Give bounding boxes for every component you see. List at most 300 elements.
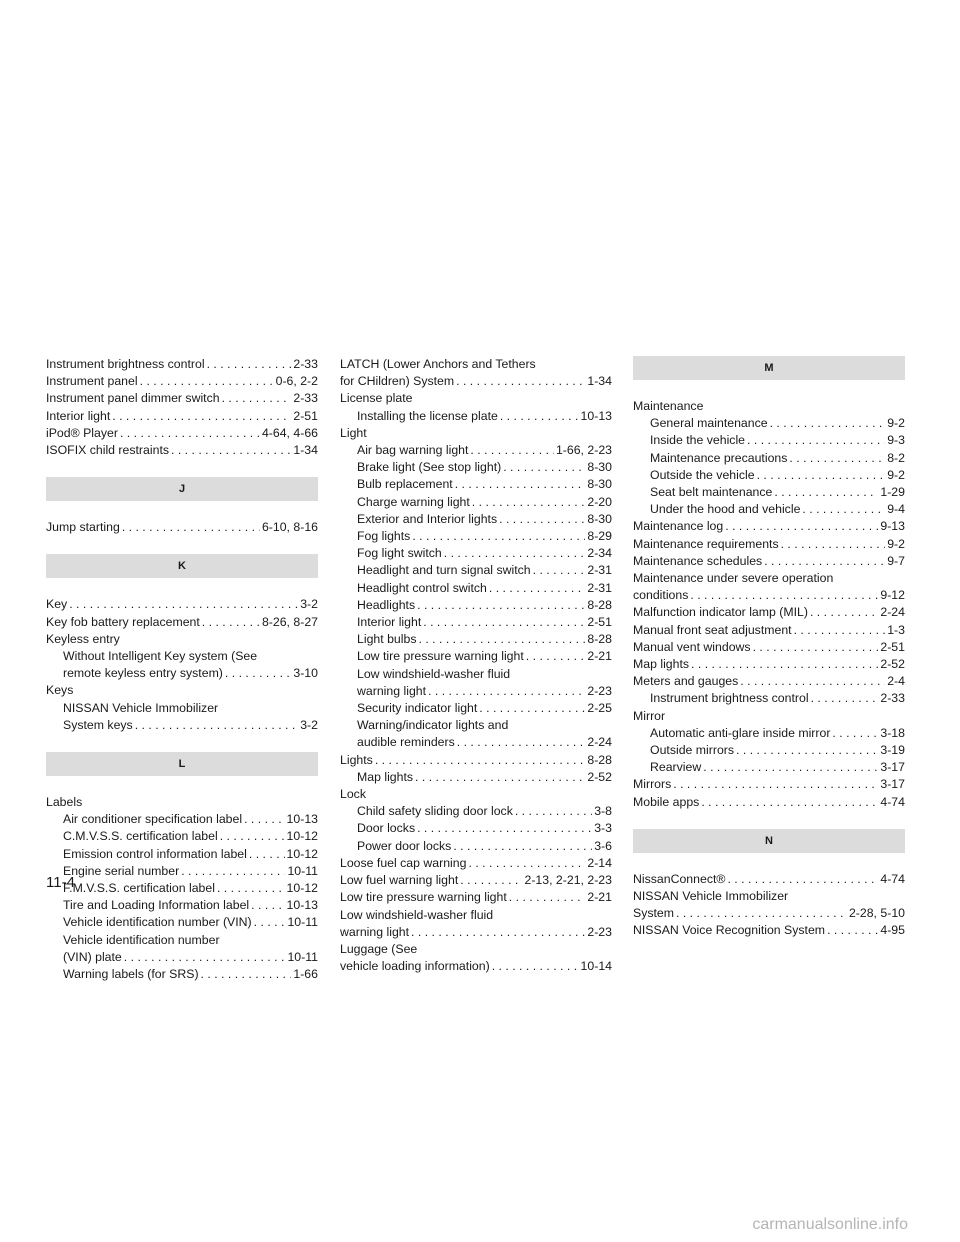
entry-term: for CHildren) System [340,374,455,389]
dot-leader [725,518,878,535]
dot-leader [691,656,878,673]
entry-term: Fog light switch [357,546,442,561]
entry-page-ref: 2-34 [587,546,612,561]
entry-page-ref: 2-33 [293,391,318,406]
dot-leader [457,734,586,751]
dot-leader [444,545,586,562]
index-heading: NISSAN Vehicle Immobilizer [633,889,789,904]
dot-leader [810,604,878,621]
entry-page-ref: 3-10 [293,666,318,681]
index-subentry [46,949,318,966]
dot-leader [802,501,885,518]
entry-page-ref: 2-24 [880,605,905,620]
index-entry [633,553,905,570]
index-entry [633,622,905,639]
index-subentry [633,501,905,518]
entry-term: warning light [340,924,410,939]
entry-term: Outside mirrors [650,743,735,758]
index-heading: Luggage (See [340,941,418,956]
index-subentry [340,614,612,631]
index-heading: Labels [46,795,83,810]
index-column-2 [340,356,612,975]
entry-page-ref: 2-51 [880,639,905,654]
index-subentry [340,580,612,597]
dot-leader [499,511,585,528]
entry-page-ref: 3-18 [880,725,905,740]
index-entry [46,373,318,390]
entry-term: Brake light (See stop light) [357,460,502,475]
entry-page-ref: 8-28 [587,597,612,612]
dot-leader [764,553,885,570]
index-subentry [46,897,318,914]
index-subentry [340,734,612,751]
index-subentry [46,914,318,931]
entry-term: Charge warning light [357,494,470,509]
entry-term: Low fuel warning light [340,873,459,888]
entry-page-ref: 2-51 [587,615,612,630]
entry-page-ref: 9-4 [887,502,905,517]
entry-page-ref: 10-13 [286,812,318,827]
index-heading: Light [340,425,367,440]
dot-leader [124,949,286,966]
index-entry [340,752,612,769]
index-subentry [340,769,612,786]
index-entry [633,776,905,793]
entry-term: Light bulbs [357,632,417,647]
entry-page-ref: 9-2 [887,467,905,482]
entry-page-ref: 10-12 [286,846,318,861]
dot-leader [112,408,291,425]
index-entry [46,356,318,373]
entry-page-ref: 2-51 [293,408,318,423]
section-spacer [46,459,318,477]
entry-page-ref: 10-14 [580,959,612,974]
entry-term: F.M.V.S.S. certification label [63,881,215,896]
dot-leader [727,871,878,888]
entry-page-ref: 2-23 [587,924,612,939]
entry-page-ref: 9-2 [887,416,905,431]
entry-page-ref: 3-6 [594,838,612,853]
dot-leader [423,614,585,631]
entry-term: (VIN) plate [63,949,122,964]
entry-page-ref: 4-74 [880,871,905,886]
dot-leader [417,597,585,614]
entry-page-ref: 10-11 [287,915,318,930]
entry-term: Under the hood and vehicle [650,502,801,517]
entry-term: Maintenance log [633,519,724,534]
entry-term: Rearview [650,760,702,775]
dot-leader [515,803,592,820]
index-subentry [46,828,318,845]
entry-term: Mobile apps [633,794,700,809]
index-subentry [46,966,318,983]
dot-leader [757,467,886,484]
dot-leader [417,820,592,837]
dot-leader [171,442,291,459]
index-entry [633,871,905,888]
index-entry [633,922,905,939]
entry-term: Map lights [357,769,414,784]
entry-page-ref: 1-34 [293,443,318,458]
entry-term: Seat belt maintenance [650,485,773,500]
dot-leader [455,476,586,493]
index-entry [46,390,318,407]
entry-term: vehicle loading information) [340,959,490,974]
entry-term: Engine serial number [63,863,180,878]
entry-page-ref: 3-2 [300,717,318,732]
entry-term: Bulb replacement [357,477,453,492]
index-subentry [340,408,612,425]
dot-leader [811,690,879,707]
entry-page-ref: 8-2 [887,450,905,465]
index-subheading-line: Without Intelligent Key system (See [63,649,258,664]
entry-page-ref: 8-30 [587,477,612,492]
entry-term: conditions [633,588,689,603]
index-entry [340,872,612,889]
index-subentry [340,442,612,459]
entry-page-ref: 10-11 [287,863,318,878]
entry-page-ref: 3-8 [594,804,612,819]
entry-page-ref: 0-6, 2-2 [275,374,318,389]
entry-term: ISOFIX child restraints [46,443,170,458]
dot-leader [827,922,878,939]
dot-leader [690,587,878,604]
entry-term: NISSAN Voice Recognition System [633,923,826,938]
index-subentry [340,700,612,717]
entry-page-ref: 2-14 [587,855,612,870]
index-subentry [46,880,318,897]
dot-leader [69,596,298,613]
entry-term: audible reminders [357,735,455,750]
entry-page-ref: 8-29 [587,529,612,544]
entry-term: Instrument panel [46,374,138,389]
entry-page-ref: 2-52 [880,657,905,672]
section-spacer [46,776,318,794]
entry-term: NissanConnect® [633,871,726,886]
entry-term: Headlight control switch [357,580,487,595]
dot-leader [747,432,885,449]
entry-page-ref: 2-33 [293,357,318,371]
index-entry [340,958,612,975]
index-entry [46,442,318,459]
index-subentry [633,725,905,742]
entry-term: Interior light [46,408,111,423]
entry-term: Manual vent windows [633,639,751,654]
index-subentry [340,631,612,648]
entry-term: Inside the vehicle [650,433,746,448]
entry-page-ref: 9-13 [880,519,905,534]
entry-term: Manual front seat adjustment [633,622,792,637]
dot-leader [468,855,585,872]
dot-leader [781,536,886,553]
index-subentry [340,459,612,476]
entry-term: Outside the vehicle [650,467,755,482]
index-subentry [46,846,318,863]
dot-leader [375,752,586,769]
dot-leader [774,484,878,501]
entry-term: Child safety sliding door lock [357,804,513,819]
dot-leader [526,648,586,665]
entry-term: warning light [357,683,427,698]
dot-leader [217,880,285,897]
dot-leader [122,519,260,536]
entry-page-ref: 2-25 [587,701,612,716]
entry-page-ref: 10-12 [286,829,318,844]
dot-leader [832,725,878,742]
entry-term: Automatic anti-glare inside mirror [650,725,831,740]
entry-page-ref: 2-52 [587,769,612,784]
index-subentry [340,597,612,614]
entry-page-ref: 2-13, 2-21, 2-23 [524,873,612,888]
dot-leader [453,838,592,855]
entry-term: Lights [340,752,373,767]
dot-leader [249,846,285,863]
section-header: M [633,356,905,380]
entry-term: Warning labels (for SRS) [63,967,199,982]
dot-leader [220,828,285,845]
index-subentry [340,803,612,820]
entry-page-ref: 3-19 [880,743,905,758]
index-subentry [340,528,612,545]
index-subentry [633,759,905,776]
index-entry [46,614,318,631]
index-subentry [340,562,612,579]
dot-leader [418,631,585,648]
entry-page-ref: 4-74 [880,794,905,809]
dot-leader [673,776,878,793]
index-entry [46,408,318,425]
index-subentry [633,690,905,707]
entry-term: Key fob battery replacement [46,614,200,629]
entry-term: Tire and Loading Information label [63,898,250,913]
section-spacer [633,811,905,829]
entry-term: Vehicle identification number (VIN) [63,915,252,930]
entry-term: Maintenance schedules [633,553,763,568]
dot-leader [251,897,284,914]
section-header: N [633,829,905,853]
entry-page-ref: 9-3 [887,433,905,448]
entry-page-ref: 8-26, 8-27 [261,614,318,629]
index-subentry [340,648,612,665]
index-entry [633,518,905,535]
index-entry [46,519,318,536]
entry-page-ref: 2-24 [587,735,612,750]
index-subentry [340,545,612,562]
entry-term: Air conditioner specification label [63,812,243,827]
index-heading: Keyless entry [46,631,120,646]
index-subentry [633,450,905,467]
entry-term: C.M.V.S.S. certification label [63,829,218,844]
index-entry [633,604,905,621]
index-subentry [46,717,318,734]
entry-term: Air bag warning light [357,443,469,458]
entry-term: Power door locks [357,838,452,853]
dot-leader [479,700,585,717]
index-entry [46,425,318,442]
index-subentry [46,665,318,682]
index-subheading-line: Low windshield-washer fluid [357,666,511,681]
entry-page-ref: 2-21 [587,649,612,664]
index-column-3 [633,356,905,940]
entry-term: Maintenance requirements [633,536,779,551]
dot-leader [225,665,291,682]
dot-leader [676,905,847,922]
dot-leader [492,958,579,975]
entry-term: General maintenance [650,416,768,431]
entry-page-ref: 9-12 [880,588,905,603]
entry-term: Installing the license plate [357,408,498,423]
entry-term: Map lights [633,657,690,672]
index-subentry [340,683,612,700]
dot-leader [701,794,878,811]
index-entry [340,924,612,941]
entry-page-ref: 3-2 [300,597,318,612]
entry-page-ref: 1-34 [587,374,612,389]
dot-leader [789,450,885,467]
dot-leader [202,614,260,631]
dot-leader [740,673,885,690]
entry-page-ref: 10-13 [580,408,612,423]
section-spacer [46,578,318,596]
dot-leader [140,373,274,390]
index-heading: License plate [340,391,413,406]
entry-page-ref: 3-3 [594,821,612,836]
dot-leader [470,442,554,459]
section-spacer [46,734,318,752]
index-subheading-line: Vehicle identification number [63,932,220,947]
dot-leader [254,914,286,931]
dot-leader [411,924,585,941]
entry-page-ref: 10-13 [286,898,318,913]
index-subentry [340,511,612,528]
entry-page-ref: 3-17 [880,777,905,792]
index-heading: Mirror [633,708,666,723]
index-heading: Low windshield-washer fluid [340,907,494,922]
index-entry [633,905,905,922]
entry-page-ref: 1-66, 2-23 [555,443,612,458]
index-subentry [633,484,905,501]
entry-term: Maintenance precautions [650,450,788,465]
dot-leader [489,580,586,597]
entry-page-ref: 2-33 [880,691,905,706]
entry-term: Loose fuel cap warning [340,855,467,870]
entry-page-ref: 6-10, 8-16 [261,520,318,535]
entry-term: Malfunction indicator lamp (MIL) [633,605,808,620]
entry-term: Mirrors [633,777,672,792]
dot-leader [181,863,285,880]
entry-term: Security indicator light [357,701,478,716]
entry-term: Instrument brightness control [650,691,809,706]
entry-page-ref: 2-23 [587,683,612,698]
entry-term: Low tire pressure warning light [340,890,507,905]
entry-term: Instrument brightness control [46,357,205,371]
entry-term: System [633,906,674,921]
entry-page-ref: 10-11 [287,949,318,964]
index-entry [633,536,905,553]
entry-term: Jump starting [46,520,120,535]
entry-page-ref: 1-29 [880,485,905,500]
index-entry [633,794,905,811]
index-entry [633,656,905,673]
entry-term: Meters and gauges [633,674,739,689]
entry-page-ref: 9-2 [887,536,905,551]
dot-leader [222,390,292,407]
dot-leader [736,742,878,759]
dot-leader [428,683,585,700]
entry-term: Emission control information label [63,846,247,861]
entry-page-ref: 2-4 [887,674,905,689]
dot-leader [456,373,585,390]
index-subentry [340,838,612,855]
index-entry [46,596,318,613]
dot-leader [201,966,292,983]
index-subentry [633,742,905,759]
entry-page-ref: 8-28 [587,632,612,647]
entry-term: Door locks [357,821,416,836]
dot-leader [415,769,585,786]
dot-leader [120,425,260,442]
dot-leader [135,717,299,734]
entry-term: Fog lights [357,529,411,544]
index-heading: Maintenance under severe operation [633,571,834,586]
dot-leader [460,872,522,889]
section-spacer [46,536,318,554]
section-header: J [46,477,318,501]
index-heading: LATCH (Lower Anchors and Tethers [340,357,536,371]
index-subentry [633,415,905,432]
entry-term: Headlight and turn signal switch [357,563,531,578]
section-spacer [633,853,905,871]
entry-page-ref: 2-31 [587,563,612,578]
dot-leader [503,459,585,476]
dot-leader [472,494,586,511]
entry-term: iPod® Player [46,425,118,440]
page-number: 11-4 [46,874,75,891]
dot-leader [533,562,586,579]
index-subentry [46,811,318,828]
entry-page-ref: 2-28, 5-10 [848,906,905,921]
entry-page-ref: 2-31 [587,580,612,595]
entry-page-ref: 1-3 [887,622,905,637]
entry-page-ref: 2-20 [587,494,612,509]
watermark: carmanualsonline.info [752,1216,908,1233]
dot-leader [207,356,292,373]
dot-leader [509,889,586,906]
entry-term: Low tire pressure warning light [357,649,524,664]
index-subheading-line: Warning/indicator lights and [357,718,509,733]
entry-page-ref: 3-17 [880,760,905,775]
dot-leader [412,528,585,545]
index-column-1 [46,356,318,983]
index-subentry [633,467,905,484]
index-entry [633,587,905,604]
entry-page-ref: 8-28 [587,752,612,767]
dot-leader [770,415,886,432]
section-header: L [46,752,318,776]
entry-term: System keys [63,717,133,732]
section-spacer [633,380,905,398]
entry-page-ref: 8-30 [587,511,612,526]
entry-page-ref: 8-30 [587,460,612,475]
section-header: K [46,554,318,578]
index-entry [340,373,612,390]
entry-page-ref: 9-7 [887,553,905,568]
index-entry [340,889,612,906]
index-subheading-line: NISSAN Vehicle Immobilizer [63,700,219,715]
index-entry [340,855,612,872]
index-heading: Maintenance [633,399,704,413]
entry-page-ref: 2-21 [587,890,612,905]
